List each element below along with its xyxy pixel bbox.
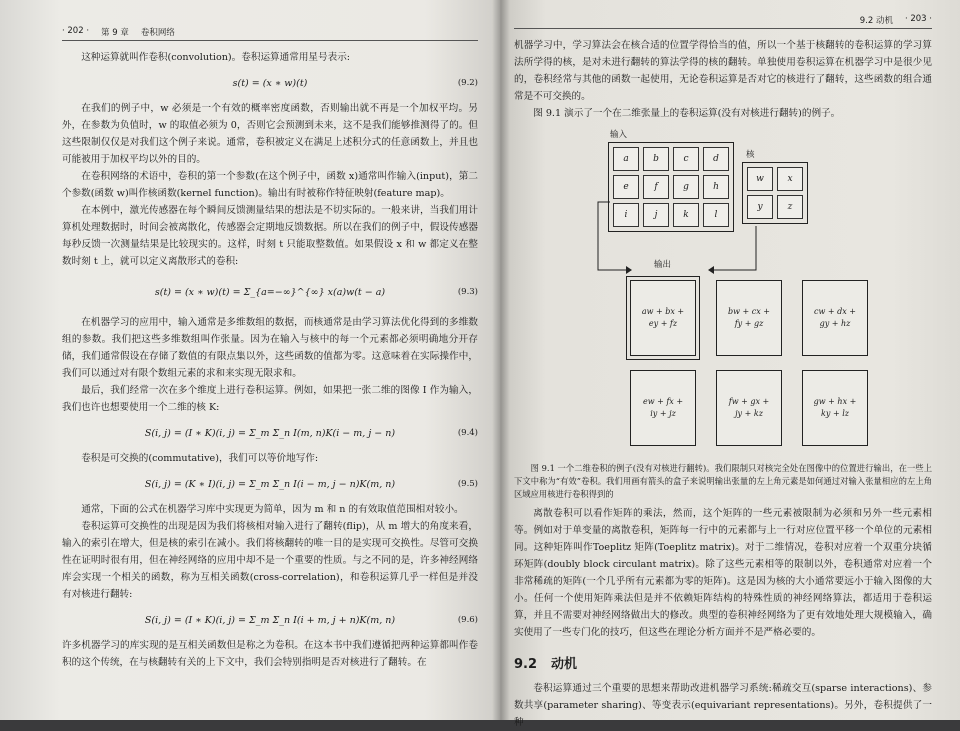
- equation: [62, 603, 478, 637]
- equation-number: (9.3): [457, 287, 478, 297]
- input-cell: a: [613, 147, 639, 171]
- kernel-cell: y: [747, 195, 773, 219]
- right-page: [500, 0, 960, 728]
- paragraph: 卷积运算可交换性的出现是因为我们将核相对输入进行了翻转(flip)，从 m 增大的角度来看，输入的索引在增大，但是核的索引在减小。我们将核翻转的唯一目的是实现可交换性。尽管可交换性在证明时很有用，但在神经网络的应用中却不是一个重要的性质。与之不同的是，许多神经网络库会实现一个相关的函数，称为互相关函数(cross-correlation)，和卷积运算几乎一样但是并没有对核进行翻转:: [62, 521, 478, 600]
- input-cell: j: [643, 203, 669, 227]
- figure-9-1: [514, 128, 932, 458]
- paragraph: 离散卷积可以看作矩阵的乘法，然而，这个矩阵的一些元素被限制为必须和另外一些元素相等。例如对于单变量的离散卷积，矩阵每一行中的元素都与上一行对应位置平移一个单位的元素相同。这种矩阵叫作Toeplitz 矩阵(Toeplitz matrix)。对于二维情况，卷积对应着一个双重分块循环矩阵(doubly block circulant matrix)。除了这些元素相等的限制以外，卷积通常对应着一个非常稀疏的矩阵(一个几乎所有元素都为零的矩阵)。这是因为核的大小通常要远小于输入图像的大小。任何一个使用矩阵乘法但是并不依赖矩阵结构的特殊性质的神经网络算法，都适用于卷积运算，并且不需要对神经网络做出大的修改。典型的卷积神经网络为了更有效地处理大规模输入，确实使用了一些专门化的技巧，但这些在理论分析方面并不是严格必要的。: [514, 508, 932, 638]
- output-term: cw + dx +: [814, 307, 856, 316]
- equation-body: s(t) = (x ∗ w)(t): [232, 77, 308, 89]
- page-header: [514, 0, 932, 29]
- input-cell: i: [613, 203, 639, 227]
- output-cell: [716, 280, 782, 356]
- input-arrow-line: [598, 202, 626, 270]
- flow-arrows: [514, 128, 914, 278]
- kernel-cell: w: [747, 167, 773, 191]
- section-heading: [514, 653, 932, 672]
- output-term: gy + hz: [819, 319, 851, 328]
- input-cell: f: [643, 175, 669, 199]
- paragraph: 卷积是可交换的(commutative)，我们可以等价地写作:: [81, 453, 319, 464]
- input-cell: h: [703, 175, 729, 199]
- equation-body: S(i, j) = (I ∗ K)(i, j) = Σ_m Σ_n I(m, n)K(i − m, j − n): [144, 427, 396, 439]
- arrow-head: [708, 266, 714, 274]
- output-cell: [630, 370, 696, 446]
- equation-body: s(t) = (x ∗ w)(t) = Σ_{a=−∞}^{∞} x(a)w(t − a): [154, 286, 386, 298]
- arrow-head: [626, 266, 632, 274]
- equation-number: (9.6): [457, 615, 478, 625]
- output-term: iy + jz: [650, 409, 676, 418]
- kernel-cell: x: [777, 167, 803, 191]
- input-cell: e: [613, 175, 639, 199]
- kernel-arrow-line: [714, 226, 756, 270]
- output-cell: [802, 280, 868, 356]
- output-label: 输出: [654, 260, 672, 270]
- output-term: fy + gz: [734, 319, 764, 328]
- paragraph: 最后，我们经常一次在多个维度上进行卷积运算。例如，如果把一张二维的图像 I 作为输入，我们也许也想要使用一个二维的核 K:: [62, 385, 478, 413]
- equation-number: (9.4): [457, 428, 478, 438]
- chapter-number: 第 9 章: [101, 28, 129, 38]
- equation: [62, 416, 478, 450]
- paragraph: 机器学习中，学习算法会在核合适的位置学得恰当的值，所以一个基于核翻转的卷积运算的学习算法所学得的核，是对未进行翻转的算法学得的核的翻转。单独使用卷积运算在机器学习中是很少见的，卷积经常与其他的函数一起使用，无论卷积运算是否对它的核进行了翻转，这些函数的组合通常是不可交换的。: [514, 40, 932, 102]
- output-term: aw + bx +: [641, 307, 685, 316]
- input-cell: k: [673, 203, 699, 227]
- paragraph: 通常，下面的公式在机器学习库中实现更为简单，因为 m 和 n 的有效取值范围相对较小。: [81, 504, 464, 515]
- input-cell: g: [673, 175, 699, 199]
- paragraph: 在机器学习的应用中，输入通常是多维数组的数据，而核通常是由学习算法优化得到的多维数组的参数。我们把这些多维数组叫作张量。因为在输入与核中的每一个元素都必须明确地分开存储，我们通常假设在存储了数值的有限点集以外，这些函数的值都为零。这意味着在实际操作中，我们可以通过对有限个数组元素的求和来实现无限求和。: [62, 317, 478, 379]
- paragraph: 图 9.1 演示了一个在二维张量上的卷积运算(没有对核进行翻转)的例子。: [533, 108, 841, 119]
- output-term: fw + gx +: [728, 397, 770, 406]
- paragraph: 这种运算就叫作卷积(convolution)。卷积运算通常用星号表示:: [81, 52, 351, 63]
- equation: [62, 467, 478, 501]
- figure-caption: 图 9.1 一个二维卷积的例子(没有对核进行翻转)。我们限制只对核完全处在图像中的位置进行输出，在一些上下文中称为“有效”卷积。我们用画有箭头的盒子来说明输出张量的左上角元素是如何通过对输入张量相应的左上角区域应用核进行卷积得到的: [514, 463, 932, 499]
- kernel-label: 核: [746, 150, 755, 160]
- equation-number: (9.2): [457, 78, 478, 88]
- output-cell: [630, 280, 696, 356]
- output-term: jy + kz: [735, 409, 763, 418]
- input-cell: c: [673, 147, 699, 171]
- output-term: ky + lz: [821, 409, 849, 418]
- paragraph: 在本例中，激光传感器在每个瞬间反馈测量结果的想法是不切实际的。一般来讲，当我们用计算机处理数据时，时间会被离散化，传感器会定期地反馈数据。所以在我们的例子中，假设传感器每秒反馈一次测量结果是比较现实的。这样，时刻 t 只能取整数值。如果假设 x 和 w 都定义在整数时刻 t 上，就可以定义离散形式的卷积:: [62, 205, 478, 267]
- input-cell: d: [703, 147, 729, 171]
- output-cell: [802, 370, 868, 446]
- section-header: 9.2 动机: [859, 16, 893, 26]
- output-term: bw + cx +: [728, 307, 770, 316]
- equation-body: S(i, j) = (I ∗ K)(i, j) = Σ_m Σ_n I(i + m, j + n)K(m, n): [144, 614, 396, 626]
- output-term: ey + fz: [648, 319, 678, 328]
- output-cell: [716, 370, 782, 446]
- paragraph: 在我们的例子中，w 必须是一个有效的概率密度函数，否则输出就不再是一个加权平均。另外，在参数为负值时，w 的取值必须为 0，否则它会预测到未来，这不是我们能够推测得了的。但这些限制仅仅是对我们这个例子来说。通常，卷积被定义在满足上述积分式的任意函数上，并且也可能被用于加权平均以外的目的。: [62, 103, 478, 165]
- equation: [62, 66, 478, 100]
- output-term: ew + fx +: [642, 397, 684, 406]
- book-gutter: [492, 0, 510, 720]
- paragraph: 卷积运算通过三个重要的思想来帮助改进机器学习系统:稀疏交互(sparse interactions)、参数共享(parameter sharing)、等变表示(equivariant representations)。另外，卷积提供了一种: [514, 683, 932, 728]
- paragraph: 在卷积网络的术语中，卷积的第一个参数(在这个例子中，函数 x)通常叫作输入(input)，第二个参数(函数 w)叫作核函数(kernel function)。输出有时被称作特征映射(feature map)。: [62, 171, 478, 199]
- page-header: [62, 0, 478, 41]
- kernel-cell: z: [777, 195, 803, 219]
- input-cell: l: [703, 203, 729, 227]
- equation: [62, 270, 478, 314]
- equation-body: S(i, j) = (K ∗ I)(i, j) = Σ_m Σ_n I(i − m, j − n)K(m, n): [144, 478, 396, 490]
- input-label: 输入: [610, 130, 628, 140]
- output-term: gw + hx +: [813, 397, 857, 406]
- section-number: 9.2: [514, 657, 538, 672]
- page-number: · 202 ·: [62, 26, 90, 36]
- equation-number: (9.5): [457, 479, 478, 489]
- input-cell: b: [643, 147, 669, 171]
- chapter-title: 卷积网络: [140, 28, 175, 38]
- paragraph: 许多机器学习的库实现的是互相关函数但是称之为卷积。在这本书中我们遵循把两种运算都叫作卷积的这个传统，在与核翻转有关的上下文中，我们会特别指明是否对核进行了翻转。在: [62, 640, 478, 668]
- page-number: · 203 ·: [904, 14, 932, 24]
- section-title: 动机: [551, 657, 578, 672]
